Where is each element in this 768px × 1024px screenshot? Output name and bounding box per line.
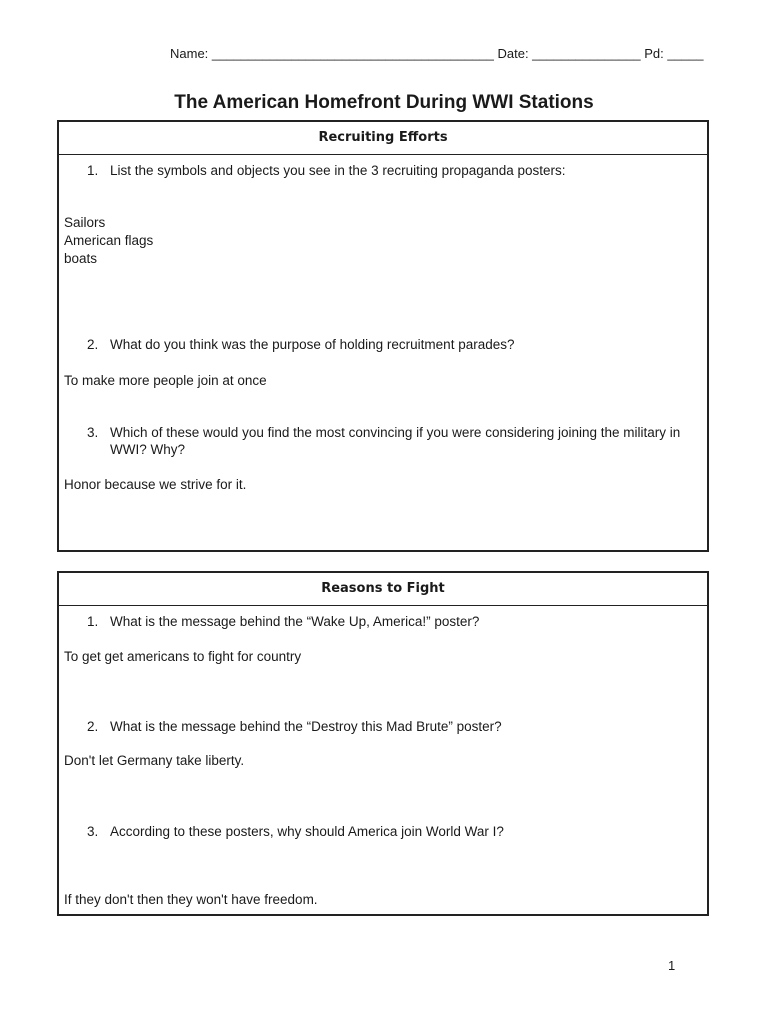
- question-3: [87, 424, 687, 458]
- question-text: What do you think was the purpose of holding recruitment parades?: [110, 337, 515, 352]
- question-text: Which of these would you find the most convincing if you were considering joining the military in WWI? Why?: [110, 425, 681, 457]
- question-2: [87, 336, 687, 353]
- question-text: List the symbols and objects you see in the 3 recruiting propaganda posters:: [110, 163, 566, 178]
- question-text: What is the message behind the “Destroy this Mad Brute” poster?: [110, 719, 502, 734]
- question-2: [87, 718, 687, 735]
- answer-3-line-1: If they don't then they won't have freedom.: [64, 892, 318, 907]
- section-reasons-to-fight: [57, 571, 709, 916]
- question-number: 3.: [87, 824, 99, 839]
- answer-2-line-1: To make more people join at once: [64, 373, 267, 388]
- question-number: 3.: [87, 425, 99, 440]
- question-number: 1.: [87, 614, 99, 629]
- answer-1-line-3: boats: [64, 251, 98, 266]
- question-number: 2.: [87, 337, 99, 352]
- section-heading: Recruiting Efforts: [59, 122, 707, 155]
- question-3: [87, 823, 687, 840]
- answer-1-line-1: Sailors: [64, 215, 106, 230]
- page-number: 1: [668, 958, 676, 973]
- answer-2-line-1: Don't let Germany take liberty.: [64, 753, 245, 768]
- section-heading: Reasons to Fight: [59, 573, 707, 606]
- question-1: [87, 162, 687, 179]
- answer-3-line-1: Honor because we strive for it.: [64, 477, 247, 492]
- question-text: According to these posters, why should America join World War I?: [110, 824, 504, 839]
- answer-1-line-1: To get get americans to fight for country: [64, 649, 302, 664]
- question-number: 1.: [87, 163, 99, 178]
- document-title: The American Homefront During WWI Stations: [174, 92, 594, 113]
- name-date-period-line: Name: _______________________________________ Date: _______________ Pd: _____: [170, 46, 704, 61]
- section-recruiting-efforts: [57, 120, 709, 552]
- question-number: 2.: [87, 719, 99, 734]
- question-1: [87, 613, 687, 630]
- answer-1-line-2: American flags: [64, 233, 154, 248]
- question-text: What is the message behind the “Wake Up, America!” poster?: [110, 614, 480, 629]
